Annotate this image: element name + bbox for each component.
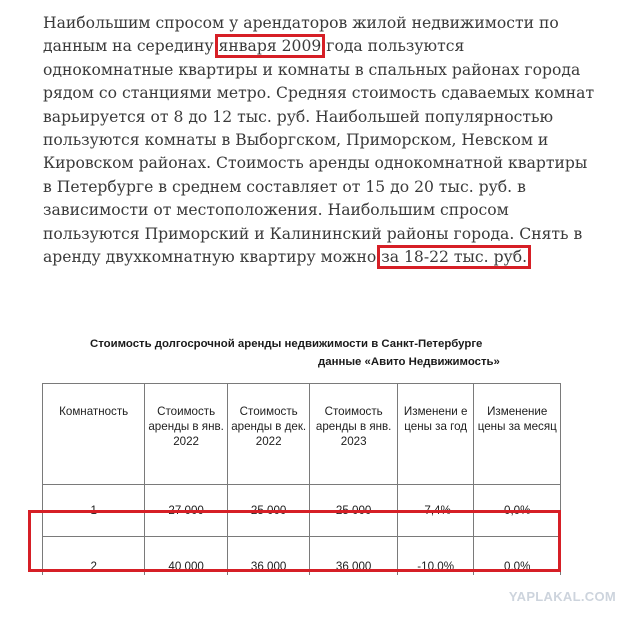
header-price-jan-2023: Стоимость аренды в янв. 2023	[310, 384, 397, 485]
article-line: варьируется от 8 до 12 тыс. руб. Наибольшей популярностью	[43, 107, 554, 126]
article-line: пользуются комнаты в Выборгском, Приморском, Невском и	[43, 131, 549, 150]
table-header-row	[43, 384, 561, 485]
article-line: пользуются Приморский и Калининский районы города. Снять в	[43, 224, 583, 243]
highlight-date: января 2009	[215, 34, 326, 58]
header-change-year: Изменени е цены за год	[397, 384, 474, 485]
article-line: Кировском районах. Стоимость аренды однокомнатной квартиры	[43, 154, 588, 173]
article-line: рядом со станциями метро. Средняя стоимость сдаваемых комнат	[43, 84, 595, 103]
article-line	[43, 246, 603, 269]
table-title: Стоимость долгосрочной аренды недвижимости в Санкт-Петербурге	[90, 338, 483, 350]
article-line: однокомнатные квартиры и комнаты в спальных районах города	[43, 60, 581, 79]
article-text-fragment: года пользуются	[321, 37, 465, 56]
article-line: Наибольшим спросом у арендаторов жилой недвижимости по	[43, 14, 559, 32]
header-price-jan-2022: Стоимость аренды в янв. 2022	[145, 384, 228, 485]
site-watermark: YAPLAKAL.COM	[508, 589, 616, 604]
highlight-price: за 18-22 тыс. руб.	[377, 245, 531, 269]
cell-change: 0,0%	[474, 485, 561, 537]
article-text	[43, 12, 603, 269]
cell-price: 36 000	[227, 537, 310, 596]
cell-price: 40 000	[145, 537, 228, 596]
header-change-month: Изменение цены за месяц	[474, 384, 561, 485]
cell-price: 25 000	[310, 485, 397, 537]
header-rooms: Комнатность	[43, 384, 145, 485]
cell-price: 25 000	[227, 485, 310, 537]
table-source: данные «Авито Недвижимость»	[318, 356, 500, 368]
highlight-row-box	[28, 510, 561, 572]
cell-price: 27 000	[145, 485, 228, 537]
article-text-fragment: данным на середину	[43, 37, 219, 56]
table-crop-mask	[42, 575, 562, 625]
article-text-fragment: аренду двухкомнатную квартиру можно	[43, 248, 382, 267]
article-line	[43, 35, 603, 58]
cell-rooms: 2	[43, 537, 145, 596]
cell-change: -7,4%	[397, 485, 474, 537]
cell-rooms: 1	[43, 485, 145, 537]
article-line: зависимости от местоположения. Наибольшим спросом	[43, 201, 509, 220]
article-line: в Петербурге в среднем составляет от 15 до 20 тыс. руб. в	[43, 177, 526, 196]
header-price-dec-2022: Стоимость аренды в дек. 2022	[227, 384, 310, 485]
cell-price: 36 000	[310, 537, 397, 596]
cell-change: -10,0%	[397, 537, 474, 596]
cell-change: 0,0%	[474, 537, 561, 596]
